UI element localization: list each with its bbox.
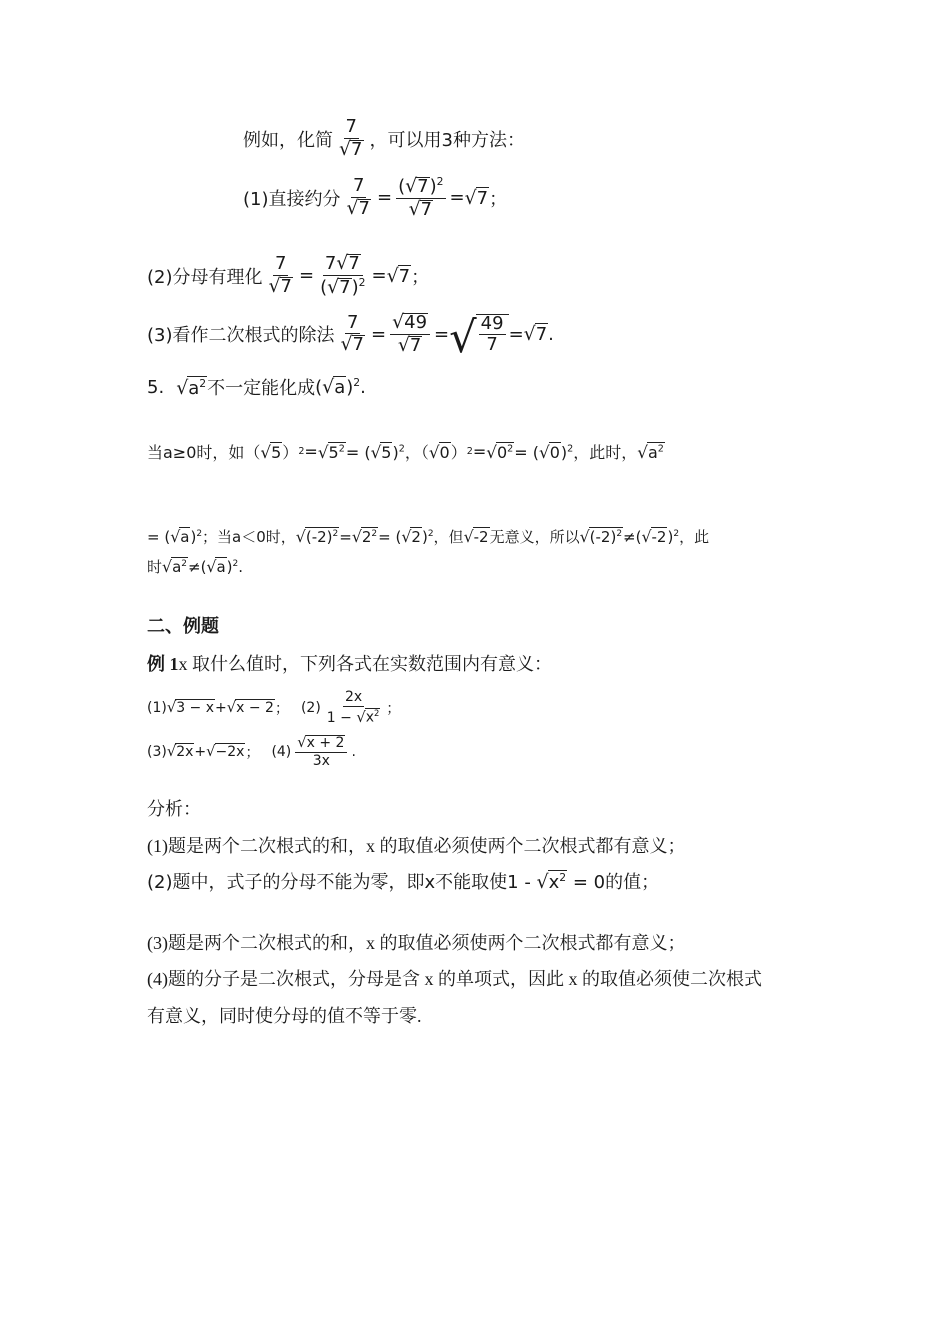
analysis-line-2a: (2)题中，式子的分母不能为零，即x不能取使 xyxy=(147,872,508,893)
method2-formula-a: 7 √ 7 xyxy=(268,253,292,297)
case-neg-text-2: ，但 xyxy=(433,528,464,546)
intro-text-2: ，可以用3种方法： xyxy=(369,129,525,151)
case-negative-line: = ( √ a )$^2$ ；当a＜0时， √ $(-2)^2$ = √ $2^2$ = ( √ 2 )$^2$ ，但 √ -2 无意义，所以 √ $(-2)^2$ ≠( √ -2 )$^2$ ，此 xyxy=(147,527,710,546)
point5-text: 不一定能化成 xyxy=(207,378,316,399)
section-title: 二、例题 xyxy=(147,616,219,636)
method3-formula-c: √ $\frac{49}{7}$ xyxy=(449,314,508,356)
example1-item4-label: (4) xyxy=(271,743,292,760)
intro-text: 例如，化简 xyxy=(243,129,333,151)
method1-formula-b: ( √ 7 )$^2$ √ 7 xyxy=(398,175,444,220)
analysis-line-2b: 的值； xyxy=(605,872,660,893)
method2-formula-b: 7 √ 7 ( √ 7 )$^2$ xyxy=(320,252,366,298)
method3-label: (3)看作二次根式的除法 xyxy=(147,325,335,347)
method1-line: (1)直接约分 7 √ 7 = ( √ 7 )$^2$ √ 7 = √ 7 ； xyxy=(243,175,508,220)
method1-formula-a: 7 √ 7 xyxy=(346,175,370,219)
example1-items-3-4: (3) √ 2x + √ −2x ； (4) √ x + 2 3x . xyxy=(147,734,356,769)
case-neg-text-4: ，此 xyxy=(679,528,710,546)
case-negative-line-2: 时 √ $a^2$ ≠( √ a )$^2$ . xyxy=(147,557,244,576)
method2-line: (2)分母有理化 7 √ 7 = 7 √ 7 ( √ 7 )$^2$ = √ 7 ； xyxy=(147,252,430,298)
analysis-line-3: (3)题是两个二次根式的和，x 的取值必须使两个二次根式都有意义； xyxy=(147,933,686,953)
case-pos-text-4: ） xyxy=(450,443,467,462)
analysis-line-5: 有意义，同时使分母的值不等于零. xyxy=(147,1006,422,1026)
case-positive-line: 当a≥0时，如（ √ 5 ） 2 = √ $5^2$ = ( √ 5 )$^2$ ，（ √ 0 ） 2 = √ $0^2$ = ( √ 0 )$^2$ ，此时， √ $a^2$ xyxy=(147,441,664,462)
method3-formula-a: 7 √ 7 xyxy=(340,311,364,356)
case-neg-text-5: 时 xyxy=(147,558,163,576)
example1-label: 例 1 xyxy=(147,654,179,674)
analysis-line-2: (2)题中，式子的分母不能为零，即x不能取使 1 - √ $x^2$ = 0 的值； xyxy=(147,868,659,894)
case-neg-tail: . xyxy=(238,557,244,576)
method2-tail: ； xyxy=(411,266,430,288)
point5-line: 5. √ $a^2$ 不一定能化成 ( √ a )$^2$ . xyxy=(147,376,366,399)
case-neg-text-1: ；当a＜0时， xyxy=(202,528,296,546)
case-pos-text-1: 当a≥0时，如（ xyxy=(147,443,261,462)
method3-line: (3)看作二次根式的除法 7 √ 7 = √ 49 √ 7 = √ $\frac{49}{7}$ = √ 7 . xyxy=(147,311,554,363)
intro-line xyxy=(243,118,525,160)
fraction-7-over-sqrt7: 7 √ 7 xyxy=(339,116,363,160)
analysis-line-1: (1)题是两个二次根式的和，x 的取值必须使两个二次根式都有意义； xyxy=(147,836,686,856)
method3-formula-b: √ 49 √ 7 xyxy=(390,313,430,356)
case-pos-text-2: ） xyxy=(282,443,299,462)
point5-number: 5. xyxy=(147,376,165,398)
example1-items-1-2: (1) √ 3 − x + √ x − 2 ； (2) 2x 1 − √ $x^2$ ； xyxy=(147,689,401,726)
example1-line xyxy=(147,650,552,676)
method2-label: (2)分母有理化 xyxy=(147,266,263,288)
method1-tail: ； xyxy=(489,188,508,210)
example1-item1-label: (1) xyxy=(147,699,167,716)
example1-item2-label: (2) xyxy=(300,699,321,716)
point5-tail: . xyxy=(360,376,366,398)
example1-text: x 取什么值时，下列各式在实数范围内有意义： xyxy=(178,654,552,674)
analysis-line-4: (4)题的分子是二次根式，分母是含 x 的单项式，因此 x 的取值必须使二次根式 xyxy=(147,969,762,989)
method3-tail: . xyxy=(548,323,554,345)
method1-label: (1)直接约分 xyxy=(243,188,341,210)
case-pos-text-5: ，此时， xyxy=(573,443,638,462)
example1-item3-label: (3) xyxy=(147,743,167,760)
case-pos-text-3: ，（ xyxy=(404,443,429,462)
analysis-title: 分析： xyxy=(147,799,201,819)
case-neg-text-3: 无意义，所以 xyxy=(489,528,580,546)
